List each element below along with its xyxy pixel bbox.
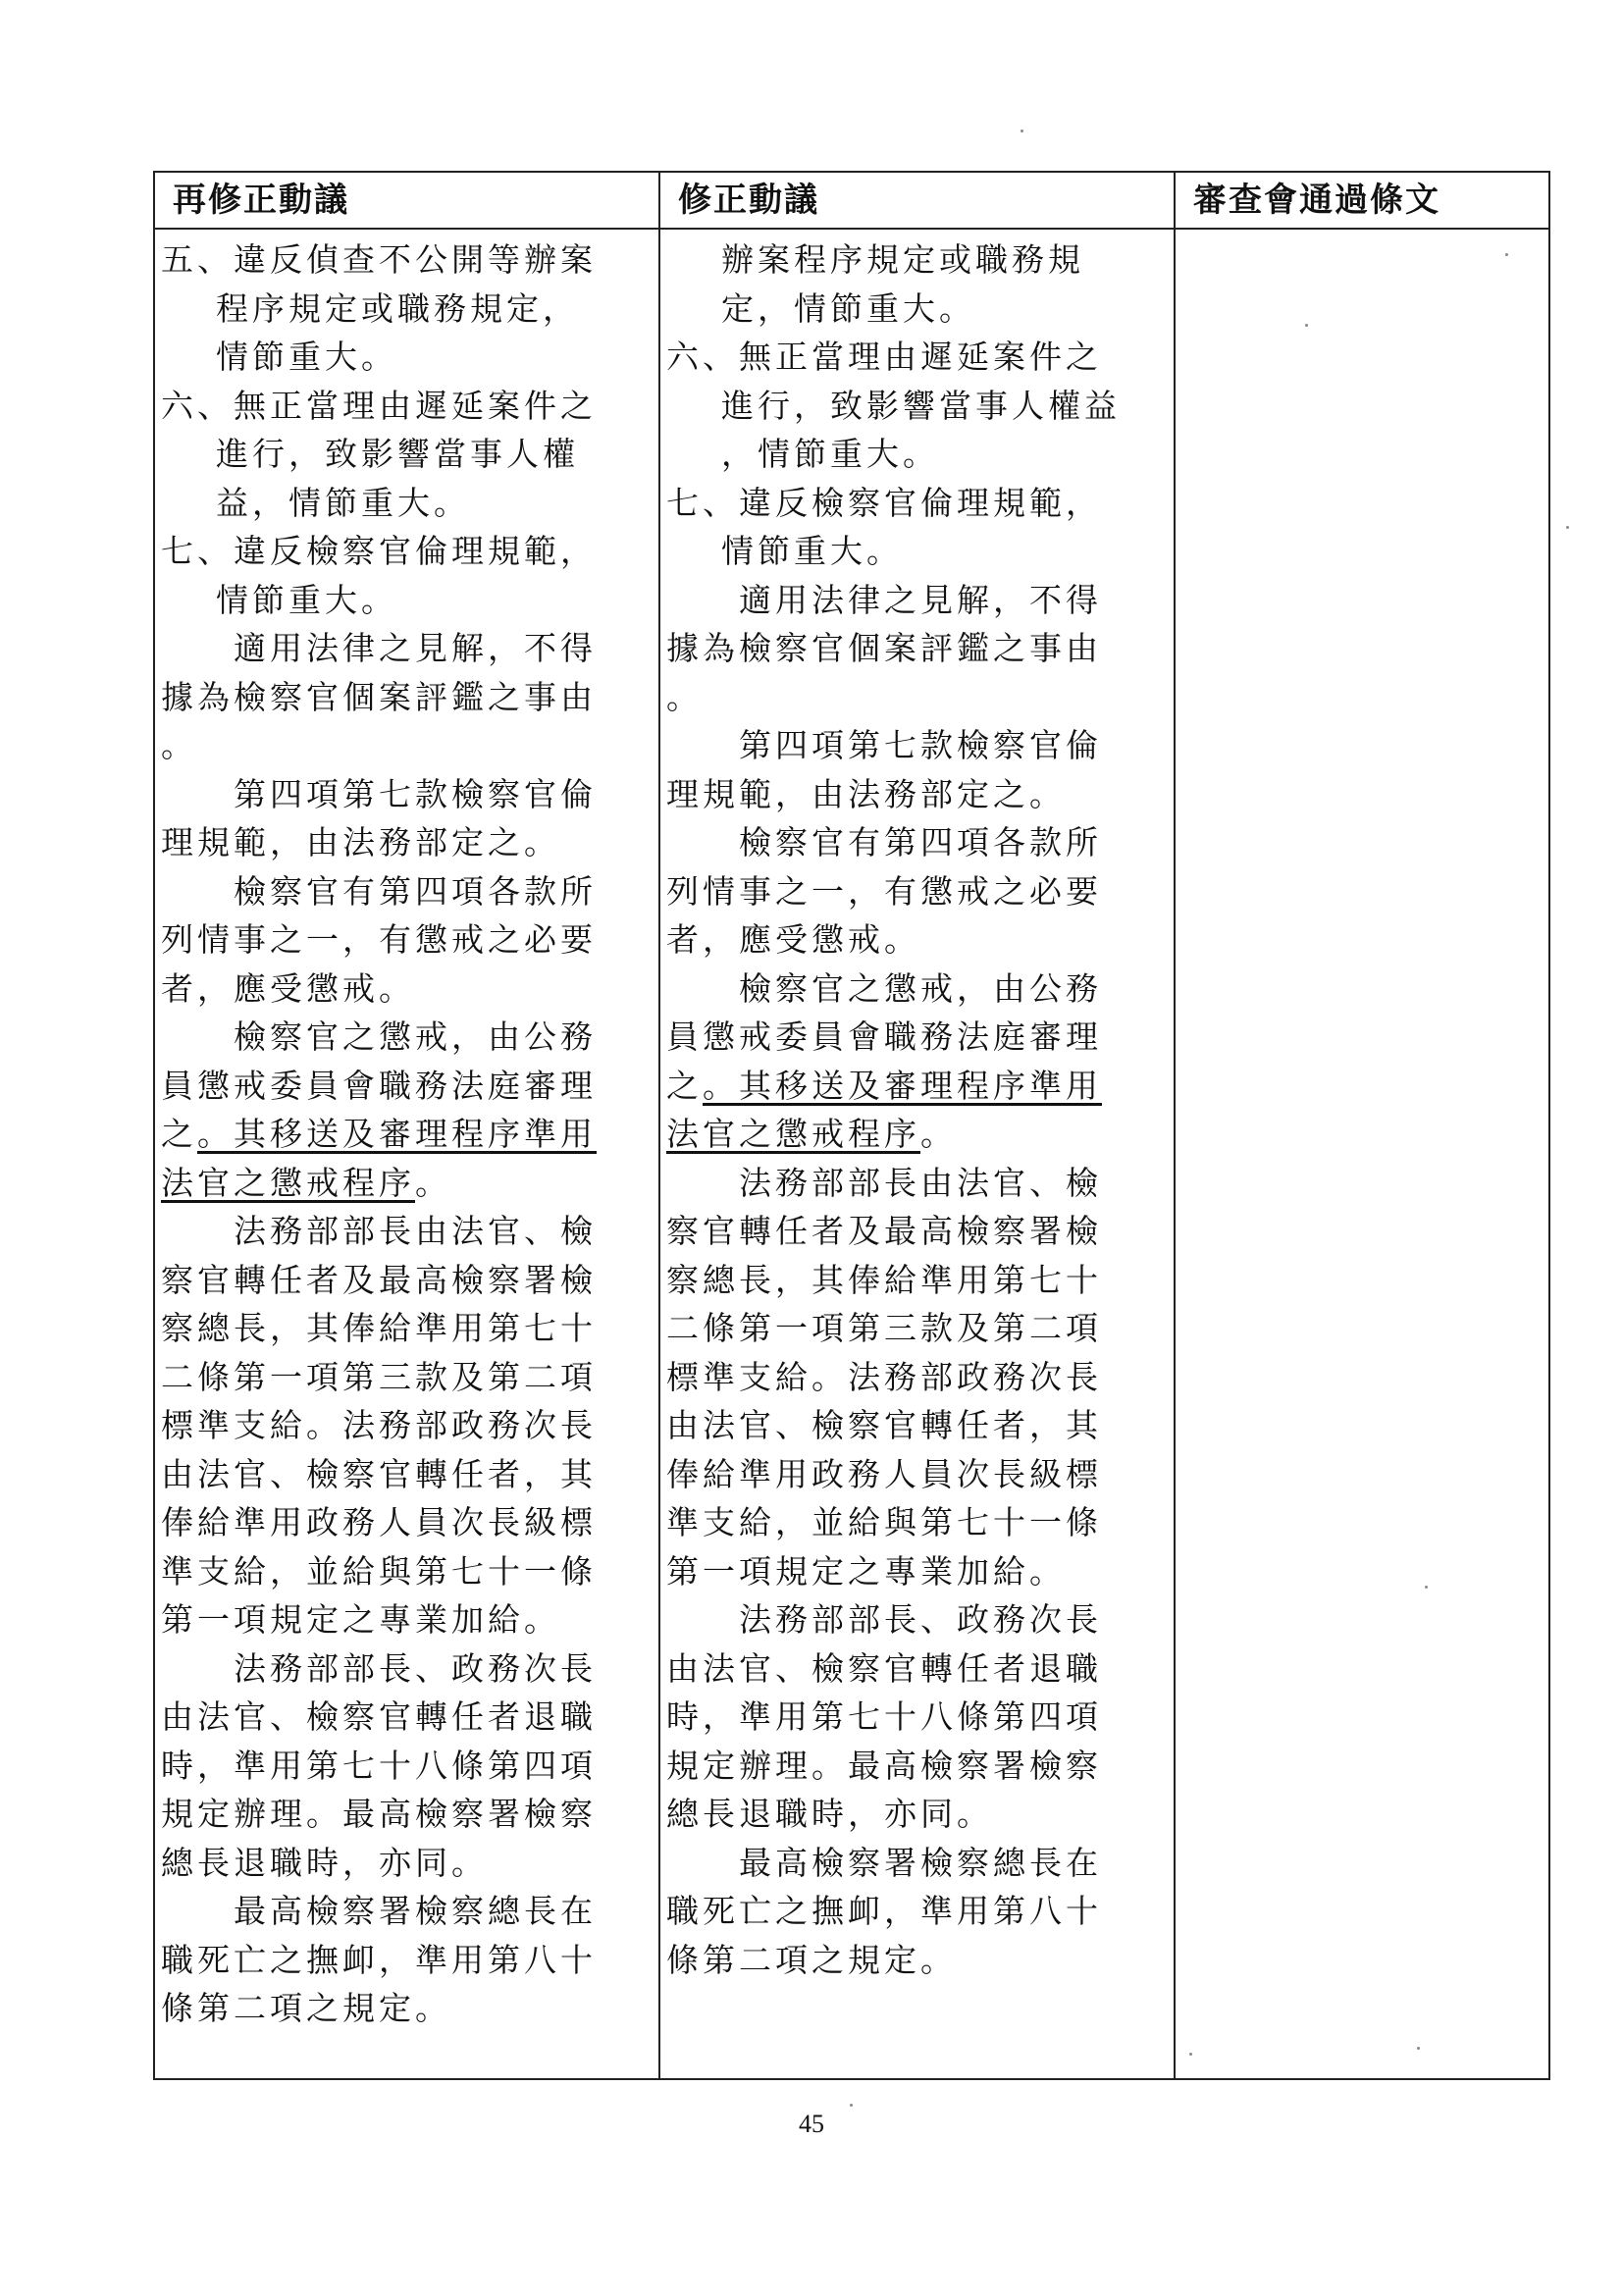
text-line: 列情事之一，有懲戒之必要 [666, 871, 1102, 911]
text-line: 法務部部長、政務次長 [234, 1648, 597, 1688]
text-line: 五、違反偵查不公開等辦案 [161, 240, 597, 279]
scan-speck [1189, 2053, 1192, 2056]
text-line: 情節重大。 [216, 580, 397, 619]
text-line: 情節重大。 [216, 338, 397, 376]
text-line: 七、違反檢察官倫理規範， [666, 483, 1102, 522]
text-line: 二條第一項第三款及第二項 [161, 1357, 597, 1396]
text-line: 情節重大。 [721, 532, 903, 570]
text-line: 適用法律之見解，不得 [234, 629, 597, 667]
comparison-table [153, 171, 1550, 2080]
text-line: 法官之懲戒程序。 [666, 1115, 957, 1153]
page-number: 45 [799, 2110, 824, 2138]
scan-speck [850, 2104, 853, 2107]
text-line: 俸給準用政務人員次長級標 [161, 1503, 597, 1541]
text-line: 據為檢察官個案評鑑之事由 [161, 677, 597, 716]
text-line: 察總長，其俸給準用第七十 [666, 1260, 1102, 1299]
text-line: 察總長，其俸給準用第七十 [161, 1309, 597, 1347]
scan-speck [1425, 1586, 1428, 1589]
text-line: 條第二項之規定。 [161, 1989, 451, 2027]
text-line: 法務部部長由法官、檢 [739, 1163, 1102, 1202]
text-line: 規定辦理。最高檢察署檢察 [666, 1746, 1102, 1785]
text-line: 法官之懲戒程序。 [161, 1163, 451, 1202]
text-line: 定，情節重大。 [721, 288, 975, 328]
text-line: 第一項規定之專業加給。 [161, 1600, 560, 1639]
amendment-cell [659, 229, 1175, 2079]
text-line: 六、無正當理由遲延案件之 [161, 386, 597, 425]
text-line: 辦案程序規定或職務規 [721, 240, 1084, 279]
text-line: 最高檢察署檢察總長在 [739, 1843, 1102, 1882]
text-line: 由法官、檢察官轉任者，其 [161, 1454, 597, 1493]
text-line: 之。其移送及審理程序準用 [666, 1066, 1102, 1105]
text-line: 益，情節重大。 [216, 483, 470, 522]
text-line: 由法官、檢察官轉任者退職 [161, 1697, 597, 1736]
header-amendment: 修正動議 [659, 172, 1175, 229]
text-line: 標準支給。法務部政務次長 [666, 1357, 1102, 1396]
text-line: 二條第一項第三款及第二項 [666, 1309, 1102, 1347]
text-line: 員懲戒委員會職務法庭審理 [161, 1066, 597, 1105]
text-line: 俸給準用政務人員次長級標 [666, 1454, 1102, 1493]
text-line: 時，準用第七十八條第四項 [666, 1697, 1102, 1736]
text-line: 最高檢察署檢察總長在 [234, 1892, 597, 1930]
scan-speck [1305, 324, 1308, 327]
text-line: 察官轉任者及最高檢察署檢 [666, 1212, 1102, 1250]
text-line: 職死亡之撫卹，準用第八十 [161, 1940, 597, 1979]
scan-speck [1566, 526, 1569, 529]
table-body-row [154, 229, 1549, 2079]
text-line: 由法官、檢察官轉任者，其 [666, 1406, 1102, 1444]
text-line: 適用法律之見解，不得 [739, 580, 1102, 619]
text-line: 。 [666, 677, 703, 716]
scan-speck [1021, 130, 1023, 132]
scan-speck [1417, 2047, 1420, 2050]
text-line: 職死亡之撫卹，準用第八十 [666, 1892, 1102, 1930]
text-line: ，情節重大。 [721, 435, 939, 473]
text-line: 標準支給。法務部政務次長 [161, 1406, 597, 1444]
text-line: 列情事之一，有懲戒之必要 [161, 920, 597, 959]
text-line: 第四項第七款檢察官倫 [234, 774, 597, 813]
text-line: 者，應受懲戒。 [666, 920, 920, 959]
text-line: 第四項第七款檢察官倫 [739, 726, 1102, 764]
text-line: 準支給，並給與第七十一條 [666, 1503, 1102, 1541]
header-committee-text: 審查會通過條文 [1175, 172, 1549, 229]
text-line: 檢察官有第四項各款所 [739, 823, 1102, 861]
committee-text-cell [1175, 229, 1549, 2079]
text-line: 六、無正當理由遲延案件之 [666, 338, 1102, 376]
text-line: 法務部部長由法官、檢 [234, 1212, 597, 1250]
text-line: 檢察官有第四項各款所 [234, 871, 597, 911]
table-header-row [154, 172, 1549, 229]
text-line: 檢察官之懲戒，由公務 [739, 968, 1102, 1008]
text-line: 進行，致影響當事人權 [216, 435, 579, 473]
text-line: 第一項規定之專業加給。 [666, 1551, 1066, 1591]
text-line: 由法官、檢察官轉任者退職 [666, 1648, 1102, 1688]
text-line: 進行，致影響當事人權益 [721, 386, 1121, 425]
text-line: 總長退職時，亦同。 [666, 1795, 993, 1833]
scan-speck [1505, 253, 1508, 256]
header-re-amendment: 再修正動議 [154, 172, 659, 229]
text-line: 員懲戒委員會職務法庭審理 [666, 1018, 1102, 1056]
re-amendment-cell [154, 229, 659, 2079]
text-line: 程序規定或職務規定， [216, 288, 579, 328]
text-line: 。 [161, 726, 197, 764]
text-line: 察官轉任者及最高檢察署檢 [161, 1260, 597, 1299]
text-line: 之。其移送及審理程序準用 [161, 1115, 597, 1153]
text-line: 準支給，並給與第七十一條 [161, 1551, 597, 1591]
text-line: 法務部部長、政務次長 [739, 1600, 1102, 1639]
text-line: 理規範，由法務部定之。 [666, 774, 1066, 813]
text-line: 者，應受懲戒。 [161, 968, 415, 1008]
text-line: 時，準用第七十八條第四項 [161, 1746, 597, 1785]
text-line: 檢察官之懲戒，由公務 [234, 1018, 597, 1056]
text-line: 總長退職時，亦同。 [161, 1843, 488, 1882]
text-line: 七、違反檢察官倫理規範， [161, 532, 597, 570]
text-line: 規定辦理。最高檢察署檢察 [161, 1795, 597, 1833]
text-line: 據為檢察官個案評鑑之事由 [666, 629, 1102, 667]
text-line: 理規範，由法務部定之。 [161, 823, 560, 861]
text-line: 條第二項之規定。 [666, 1940, 957, 1979]
